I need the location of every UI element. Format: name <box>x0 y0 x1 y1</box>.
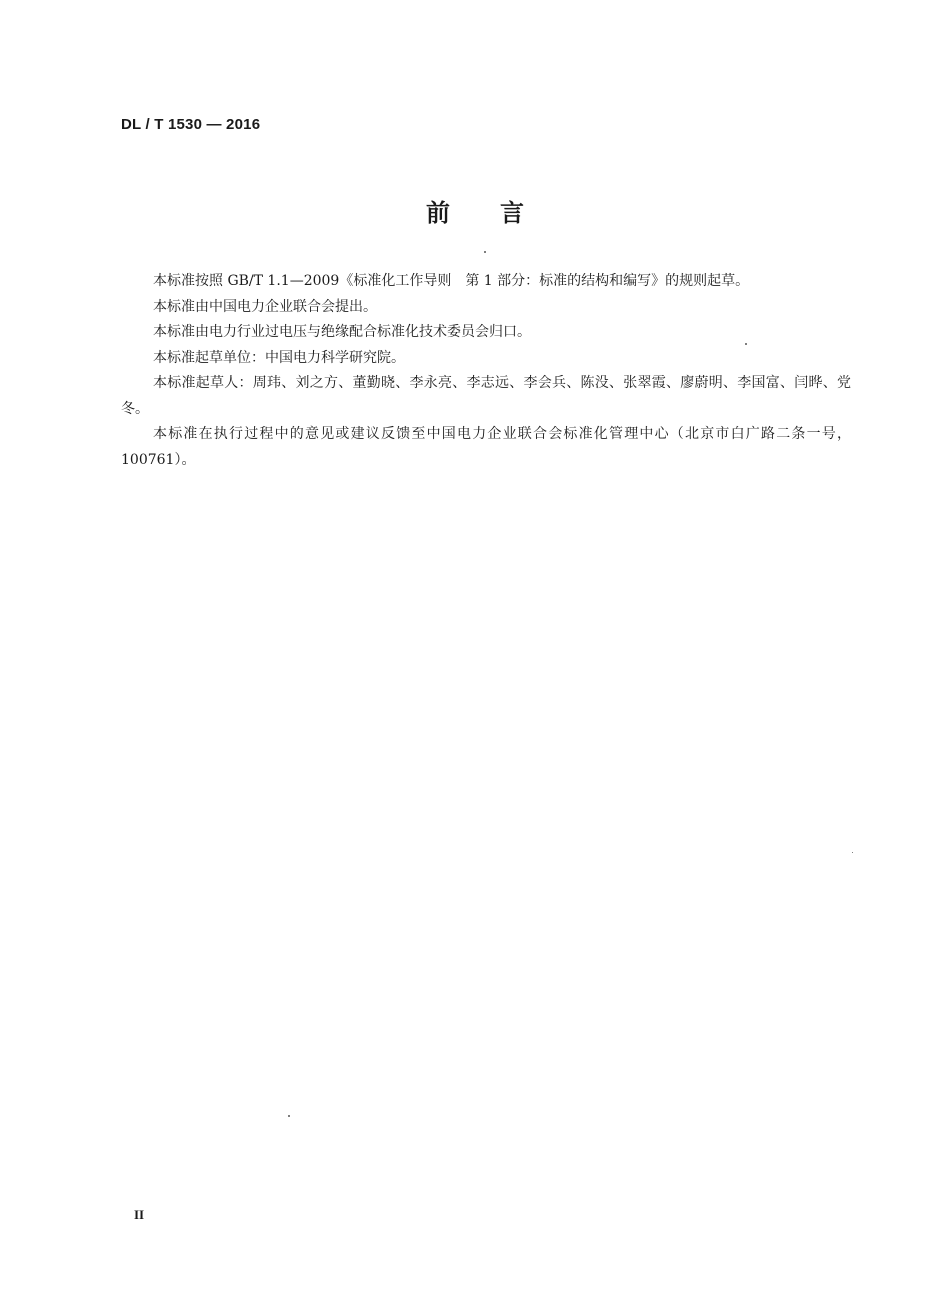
scan-speck <box>484 251 486 253</box>
page-title: 前言 <box>426 199 574 227</box>
paragraph-drafting-rules: 本标准按照 GB/T 1.1—2009《标准化工作导则 第 1 部分：标准的结构和编写》的规则起草。 <box>153 273 750 289</box>
paragraph-feedback: 本标准在执行过程中的意见或建议反馈至中国电力企业联合会标准化管理中心（北京市白广路二条一号，100761）。 <box>121 426 851 468</box>
paragraph-proposer: 本标准由中国电力企业联合会提出。 <box>153 298 377 315</box>
scan-speck <box>745 343 747 345</box>
scan-speck <box>288 1115 290 1117</box>
scan-speck <box>852 852 853 853</box>
paragraph-committee: 本标准由电力行业过电压与绝缘配合标准化技术委员会归口。 <box>153 324 531 340</box>
preface-body <box>121 269 851 473</box>
paragraph-drafters: 本标准起草人：周玮、刘之方、董勤晓、李永亮、李志远、李会兵、陈没、张翠霞、廖蔚明、李国富、闫晔、党冬。 <box>121 375 851 417</box>
paragraph-drafting-unit: 本标准起草单位：中国电力科学研究院。 <box>153 349 405 366</box>
page-number: II <box>134 1207 145 1222</box>
standard-code: DL / T 1530 — 2016 <box>121 116 261 133</box>
